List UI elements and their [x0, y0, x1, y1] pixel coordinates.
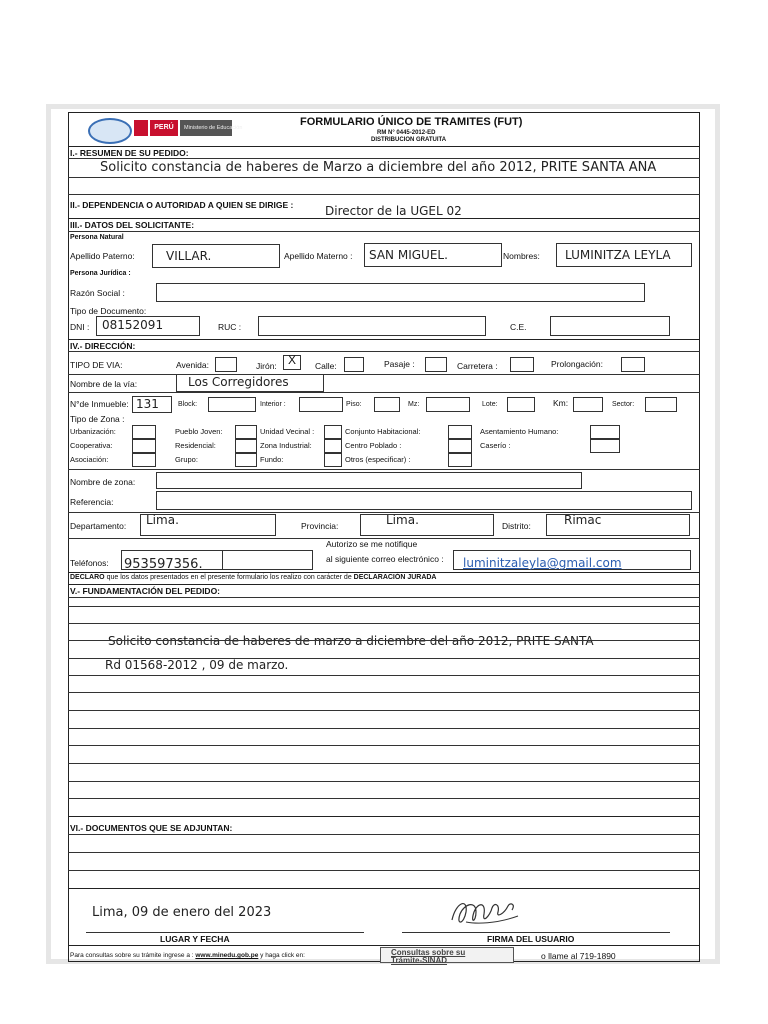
zona-col1-checkbox-3[interactable] [132, 453, 156, 467]
grupo-label: Grupo: [175, 455, 198, 464]
autorizo-line1: Autorizo se me notifique [326, 539, 418, 549]
sector-label: Sector: [612, 401, 635, 408]
authority-value: Director de la UGEL 02 [325, 204, 462, 218]
sinad-button-line2: Trámite-SINAD [391, 956, 448, 965]
form-title: FORMULARIO ÚNICO DE TRAMITES (FUT) [300, 116, 523, 128]
tipo-doc-label: Tipo de Documento: [70, 306, 147, 316]
fundamentacion-line-1: Solicito constancia de haberes de marzo a diciembre del año 2012, PRITE SANTA [108, 634, 594, 648]
consult-text [70, 952, 305, 959]
zona-col2-checkbox-1[interactable] [235, 425, 257, 439]
autorizo-line2: al siguiente correo electrónico : [326, 554, 444, 564]
centro-poblado-label: Centro Poblado : [345, 441, 402, 450]
sinad-button-line1: Consultas sobre su [391, 948, 466, 957]
carretera-label: Carretera : [457, 361, 498, 371]
departamento-label: Departamento: [70, 521, 127, 531]
prolongacion-checkbox[interactable] [621, 357, 645, 372]
km-label: Km: [553, 398, 569, 408]
pasaje-label: Pasaje : [384, 359, 415, 369]
interior-field[interactable] [299, 397, 343, 412]
block-field[interactable] [208, 397, 256, 412]
peru-label: PERÚ [154, 124, 174, 131]
juridica-label: Persona Jurídica : [70, 270, 131, 277]
caserio-label: Caserío : [480, 441, 511, 450]
otros-label: Otros (especificar) : [345, 455, 411, 464]
lote-field[interactable] [507, 397, 535, 412]
email-value[interactable]: luminitzaleyla@gmail.com [463, 556, 622, 570]
sector-field[interactable] [645, 397, 677, 412]
ministry-label-box [180, 120, 243, 136]
section-documents-title: VI.- DOCUMENTOS QUE SE ADJUNTAN: [70, 823, 233, 833]
section-applicant-title: III.- DATOS DEL SOLICITANTE: [70, 220, 195, 230]
razon-label: Razón Social : [70, 288, 125, 298]
ce-label: C.E. [510, 322, 527, 332]
cooperativa-label: Cooperativa: [70, 441, 113, 450]
signature-image [446, 894, 526, 930]
calle-checkbox[interactable] [344, 357, 364, 372]
zona-col4-checkbox-3[interactable] [448, 453, 472, 467]
fundo-label: Fundo: [260, 455, 284, 464]
asociacion-label: Asociación: [70, 455, 109, 464]
jiron-mark: X [288, 353, 297, 367]
residencial-label: Residencial: [175, 441, 216, 450]
pasaje-checkbox[interactable] [425, 357, 447, 372]
ce-field[interactable] [550, 316, 670, 336]
carretera-checkbox[interactable] [510, 357, 534, 372]
distrito-label: Distrito: [502, 521, 531, 531]
pueblo-joven-label: Pueblo Joven: [175, 427, 223, 436]
inmueble-label: N°de Inmueble: [70, 399, 129, 409]
zona-col1-checkbox-1[interactable] [132, 425, 156, 439]
distrito-value: Rimac [564, 513, 602, 527]
mz-label: Mz: [408, 401, 420, 408]
mz-field[interactable] [426, 397, 470, 412]
zona-industrial-label: Zona Industrial: [260, 441, 312, 450]
prolongacion-label: Prolongación: [551, 359, 603, 369]
zona-col2-checkbox-3[interactable] [235, 453, 257, 467]
zona-col3-checkbox-2[interactable] [324, 439, 342, 453]
dni-value: 08152091 [102, 318, 164, 332]
declaration-bold-1: DECLARO [70, 574, 105, 581]
declaration-text [70, 574, 437, 581]
summary-text: Solicito constancia de haberes de Marzo a diciembre del año 2012, PRITE SANTA ANA [100, 160, 657, 175]
ministry-label: Ministerio de Educación [184, 125, 243, 131]
avenida-label: Avenida: [176, 360, 209, 370]
fundamentacion-line-2: Rd 01568-2012 , 09 de marzo. [105, 658, 289, 672]
piso-label: Piso: [346, 401, 362, 408]
zona-col1-checkbox-2[interactable] [132, 439, 156, 453]
ruc-field[interactable] [258, 316, 486, 336]
peru-flag-icon [134, 120, 148, 136]
nombres-value: LUMINITZA LEYLA [565, 248, 671, 262]
jiron-label: Jirón: [256, 361, 277, 371]
form-distribution: DISTRIBUCION GRATUITA [371, 137, 447, 143]
telefono-divider [222, 550, 223, 570]
referencia-field[interactable] [156, 491, 692, 510]
zona-col2-checkbox-2[interactable] [235, 439, 257, 453]
section-authority-title: II.- DEPENDENCIA O AUTORIDAD A QUIEN SE DIRIGE : [70, 200, 294, 210]
zona-label: Nombre de zona: [70, 477, 136, 487]
piso-field[interactable] [374, 397, 400, 412]
emblem-logo [88, 118, 132, 144]
consult-click: y haga click en: [258, 952, 305, 959]
nombres-label: Nombres: [503, 251, 540, 261]
lugar-fecha-label: LUGAR Y FECHA [160, 934, 230, 944]
referencia-label: Referencia: [70, 497, 114, 507]
consult-prefix: Para consultas sobre su trámite ingrese a : [70, 952, 196, 959]
tipo-zona-label: Tipo de Zona : [70, 414, 125, 424]
telefonos-label: Teléfonos: [70, 558, 109, 568]
km-field[interactable] [573, 397, 603, 412]
unidad-vecinal-label: Unidad Vecinal : [260, 427, 315, 436]
paterno-value: VILLAR. [166, 249, 212, 263]
departamento-value: Lima. [146, 513, 179, 527]
provincia-field[interactable] [360, 514, 494, 536]
inmueble-value: 131 [136, 397, 159, 411]
dni-label: DNI : [70, 322, 90, 332]
zona-col5-checkbox-1[interactable] [590, 425, 620, 439]
firma-usuario-label: FIRMA DEL USUARIO [487, 934, 575, 944]
declaration-bold-2: DECLARACIÓN JURADA [353, 574, 437, 581]
section-fundamentacion-title: V.- FUNDAMENTACIÓN DEL PEDIDO: [70, 586, 221, 596]
via-value: Los Corregidores [188, 375, 289, 389]
sinad-button[interactable] [380, 947, 514, 963]
avenida-checkbox[interactable] [215, 357, 237, 372]
tipo-via-label: TIPO DE VIA: [70, 360, 123, 370]
section-summary-title: I.- RESUMEN DE SU PEDIDO: [70, 148, 189, 158]
section-address-title: IV.- DIRECCIÓN: [70, 341, 136, 351]
form-rm: RM N° 0445-2012-ED [377, 130, 436, 136]
peru-label-box [150, 120, 178, 136]
ruc-label: RUC : [218, 322, 242, 332]
lote-label: Lote: [482, 401, 498, 408]
zona-col4-checkbox-2[interactable] [448, 439, 472, 453]
telefono-value: 953597356. [124, 557, 203, 572]
minedu-link[interactable]: www.minedu.gob.pe [195, 952, 259, 959]
paterno-label: Apellido Paterno: [70, 251, 135, 261]
provincia-label: Provincia: [301, 521, 339, 531]
zona-col3-checkbox-1[interactable] [324, 425, 342, 439]
provincia-value: Lima. [386, 513, 419, 527]
place-date-value: Lima, 09 de enero del 2023 [92, 905, 272, 920]
calle-label: Calle: [315, 361, 337, 371]
zona-col4-checkbox-1[interactable] [448, 425, 472, 439]
materno-value: SAN MIGUEL. [369, 248, 448, 262]
zona-col3-checkbox-3[interactable] [324, 453, 342, 467]
via-label: Nombre de la vía: [70, 379, 138, 389]
asentamiento-label: Asentamiento Humano: [480, 427, 559, 436]
conjunto-label: Conjunto Habitacional: [345, 427, 421, 436]
razon-field[interactable] [156, 283, 645, 302]
declaration-middle: que los datos presentados en el presente formulario los realizo con carácter de [104, 574, 354, 581]
interior-label: Interior : [260, 401, 286, 408]
zona-field[interactable] [156, 472, 582, 489]
phone-text: o llame al 719-1890 [541, 951, 616, 961]
urbanizacion-label: Urbanización: [70, 427, 116, 436]
zona-col5-checkbox-2[interactable] [590, 439, 620, 453]
block-label: Block: [178, 401, 198, 408]
materno-label: Apellido Materno : [284, 251, 353, 261]
natural-label: Persona Natural [70, 234, 124, 241]
